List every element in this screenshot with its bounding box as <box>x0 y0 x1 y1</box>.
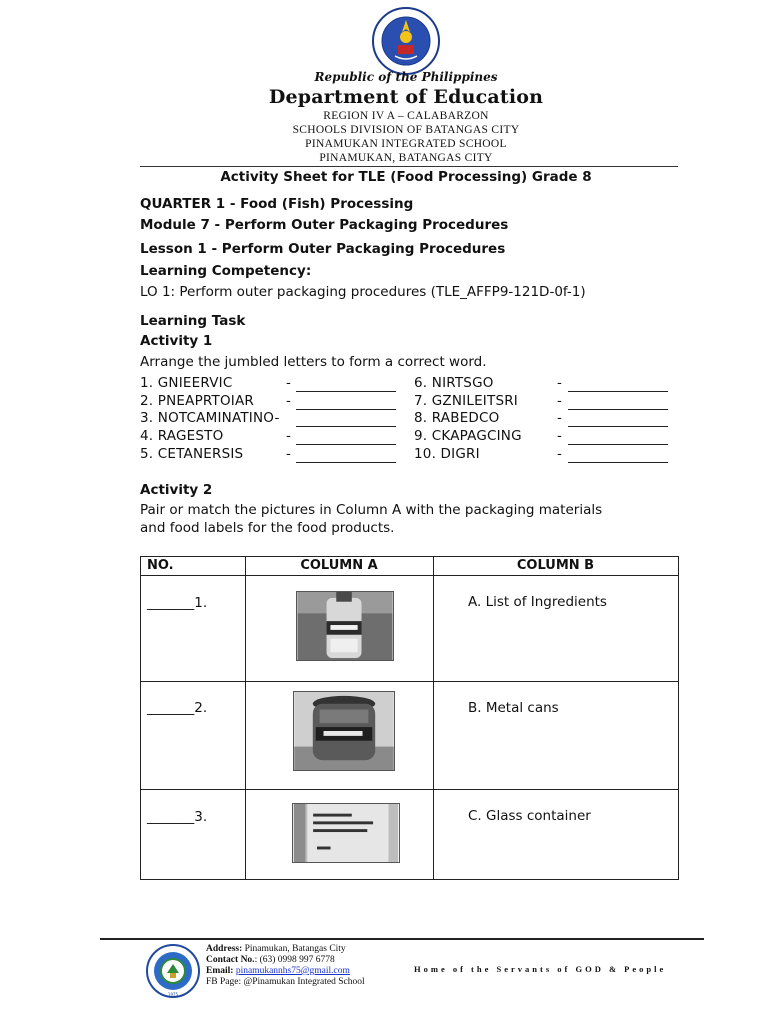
header-row-divider <box>141 575 678 576</box>
dash-10: - <box>557 446 562 462</box>
answer-blank-8[interactable] <box>568 426 668 427</box>
answer-blank-3[interactable] <box>296 426 396 427</box>
jumbled-word-9: 9. CKAPAGCING <box>414 428 522 444</box>
dash-4: - <box>286 428 291 444</box>
jumbled-word-6: 6. NIRTSGO <box>414 375 494 391</box>
school-motto: Home of the Servants of GOD & People <box>414 964 667 974</box>
column-b-option-c: C. Glass container <box>468 808 591 824</box>
header-column-b: COLUMN B <box>516 558 595 573</box>
matching-table <box>140 556 679 880</box>
competency-label: Learning Competency: <box>140 263 312 279</box>
address-label: Address: <box>206 944 243 954</box>
dash-7: - <box>557 393 562 409</box>
school-logo-year: 1975 <box>167 992 179 997</box>
answer-blank-7[interactable] <box>568 409 668 410</box>
row-1-number[interactable]: _______1. <box>147 595 208 611</box>
answer-blank-2[interactable] <box>296 409 396 410</box>
footer-contact <box>206 955 335 965</box>
column-b-option-a: A. List of Ingredients <box>468 594 607 610</box>
answer-blank-6[interactable] <box>568 391 668 392</box>
division-line: SCHOOLS DIVISION OF BATANGAS CITY <box>292 124 520 136</box>
address-value: Pinamukan, Batangas City <box>244 944 346 954</box>
dash-2: - <box>286 393 291 409</box>
activity-sheet-title: Activity Sheet for TLE (Food Processing) Grade 8 <box>220 169 592 185</box>
email-link[interactable]: pinamukannhs75@gmail.com <box>235 966 350 976</box>
answer-blank-1[interactable] <box>296 391 396 392</box>
email-label: Email: <box>206 966 234 976</box>
answer-blank-10[interactable] <box>568 462 668 463</box>
learning-task-label: Learning Task <box>140 313 246 329</box>
jumbled-word-4: 4. RAGESTO <box>140 428 224 444</box>
answer-blank-9[interactable] <box>568 444 668 445</box>
contact-value: : (63) 0998 997 6778 <box>254 955 335 965</box>
republic-heading: Republic of the Philippines <box>314 70 498 84</box>
lesson-heading: Lesson 1 - Perform Outer Packaging Procedures <box>140 241 506 257</box>
row-divider <box>141 789 678 790</box>
activity2-instruction-line2: and food labels for the food products. <box>140 520 395 536</box>
jumbled-word-7: 7. GZNILEITSRI <box>414 393 518 409</box>
header-divider <box>140 166 678 167</box>
module-heading: Module 7 - Perform Outer Packaging Procedures <box>140 217 509 233</box>
activity1-title: Activity 1 <box>140 333 213 349</box>
row-3-number[interactable]: _______3. <box>147 809 208 825</box>
jumbled-word-1: 1. GNIEERVIC <box>140 375 233 391</box>
dash-1: - <box>286 375 291 391</box>
department-heading: Department of Education <box>268 86 544 108</box>
dash-9: - <box>557 428 562 444</box>
activity2-instruction-line1: Pair or match the pictures in Column A with the packaging materials <box>140 502 603 518</box>
jumbled-word-5: 5. CETANERSIS <box>140 446 244 462</box>
column-divider <box>433 557 434 879</box>
jumbled-word-3: 3. NOTCAMINATINO- <box>140 410 280 426</box>
school-logo <box>146 944 200 998</box>
column-divider <box>245 557 246 879</box>
footer-fb-page: FB Page: @Pinamukan Integrated School <box>206 977 365 987</box>
footer-address <box>206 944 346 954</box>
glass-jar-image <box>293 691 395 771</box>
competency-text: LO 1: Perform outer packaging procedures (TLE_AFFP9-121D-0f-1) <box>140 284 586 300</box>
footer-divider <box>100 938 704 940</box>
activity1-instruction: Arrange the jumbled letters to form a correct word. <box>140 354 487 370</box>
location-line: PINAMUKAN, BATANGAS CITY <box>319 152 493 164</box>
column-b-option-b: B. Metal cans <box>468 700 559 716</box>
dash-5: - <box>286 446 291 462</box>
contact-label: Contact No. <box>206 955 255 965</box>
header-column-a: COLUMN A <box>300 558 378 573</box>
dash-6: - <box>557 375 562 391</box>
bottled-water-image <box>296 591 394 661</box>
footer-email <box>206 966 350 976</box>
header-no: NO. <box>147 558 174 573</box>
activity2-title: Activity 2 <box>140 482 213 498</box>
school-line: PINAMUKAN INTEGRATED SCHOOL <box>305 138 507 150</box>
answer-blank-4[interactable] <box>296 444 396 445</box>
jumbled-word-8: 8. RABEDCO <box>414 410 500 426</box>
jumbled-word-2: 2. PNEAPRTOIAR <box>140 393 254 409</box>
answer-blank-5[interactable] <box>296 462 396 463</box>
quarter-heading: QUARTER 1 - Food (Fish) Processing <box>140 196 414 212</box>
region-line: REGION IV A – CALABARZON <box>323 110 489 122</box>
deped-seal-logo <box>371 6 441 76</box>
jumbled-word-10: 10. DIGRI <box>414 446 480 462</box>
row-divider <box>141 681 678 682</box>
ingredients-label-image <box>292 803 400 863</box>
row-2-number[interactable]: _______2. <box>147 700 208 716</box>
dash-8: - <box>557 410 562 426</box>
